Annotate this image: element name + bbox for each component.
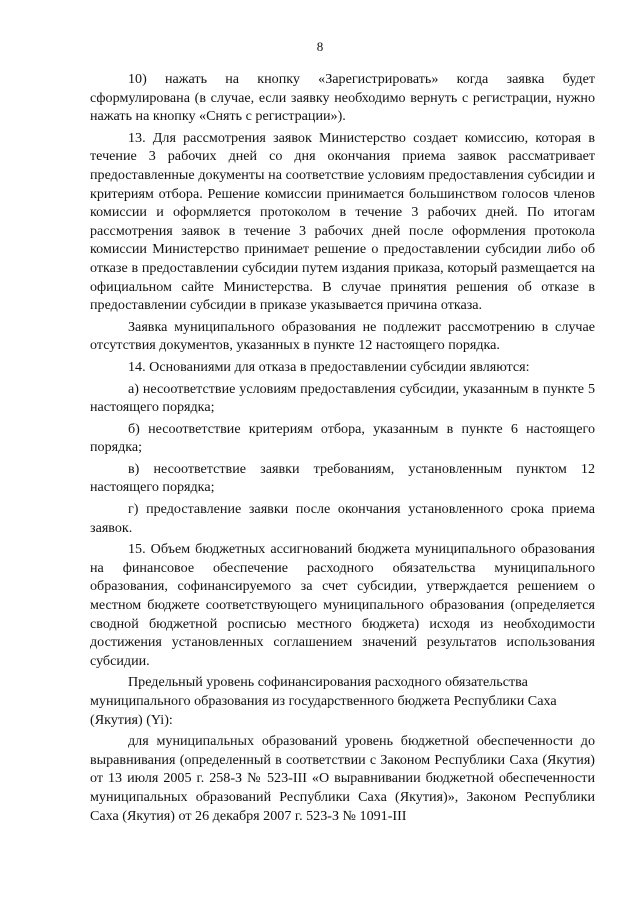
paragraph-14-a: а) несоответствие условиям предоставления субсидии, указанным в пункте 5 настоящего порядка; xyxy=(90,380,595,416)
paragraph-registration-step: 10) нажать на кнопку «Зарегистрировать» когда заявка будет сформулирована (в случае, если заявку необходимо вернуть с регистрации, нужно нажать на кнопку «Снять с регистрации»). xyxy=(90,71,595,125)
paragraph-15-budget-allocations: 15. Объем бюджетных ассигнований бюджета муниципального образования на финансовое обеспечение расходного обязательства муниципального образования, софинансируемого за счет субсидии, утверждается решением о местном бюджете соответствующего муниципального образования (определяется сводной бюджетной росписью местного бюджета) исходя из необходимости достижения установленных соглашением значений результатов использования субсидии. xyxy=(90,541,595,669)
paragraph-14-refusal-grounds: 14. Основаниями для отказа в предоставлении субсидии являются: xyxy=(128,358,530,375)
paragraph-14-b: б) несоответствие критериям отбора, указанным в пункте 6 настоящего порядка; xyxy=(90,420,595,456)
paragraph-14-d: г) предоставление заявки после окончания установленного срока приема заявок. xyxy=(90,501,595,536)
paragraph-application-not-considered: Заявка муниципального образования не подлежит рассмотрению в случае отсутствия документов, указанных в пункте 12 настоящего порядка. xyxy=(90,318,595,354)
page-number: 8 xyxy=(316,39,324,54)
paragraph-cofinancing-limit: Предельный уровень софинансирования расходного обязательства муниципального образования из государственного бюджета Республики Саха (Якутия) (Yi): xyxy=(90,674,557,728)
paragraph-budget-sufficiency: для муниципальных образований уровень бюджетной обеспеченности до выравнивания (определенный в соответствии с Законом Республики Саха (Якутия) от 13 июля 2005 г. 258-З № 523-III «О выравнивании бюджетной обеспеченности муниципальных образований Республики Саха (Якутия)», Законом Республики Саха (Якутия) от 26 декабря 2007 г. 523-З № 1091-III xyxy=(90,733,595,824)
paragraph-14-c: в) несоответствие заявки требованиям, установленным пунктом 12 настоящего порядка; xyxy=(90,460,595,496)
document-body xyxy=(90,70,595,825)
paragraph-13-commission: 13. Для рассмотрения заявок Министерство создает комиссию, которая в течение 3 рабочих дней со дня окончания приема заявок рассматривает предоставленные документы на соответствие условиям предоставления субсидии и критериям отбора. Решение комиссии принимается большинством голосов членов комиссии и оформляется протоколом в течение 3 рабочих дней. По итогам рассмотрения заявок в течение 3 рабочих дней после оформления протокола комиссии Министерство принимает решение о предоставлении субсидии либо об отказе в предоставлении субсидии путем издания приказа, который размещается на официальном сайте Министерства. В случае принятия решения об отказе в предоставлении субсидии в приказе указывается причина отказа. xyxy=(90,129,595,314)
